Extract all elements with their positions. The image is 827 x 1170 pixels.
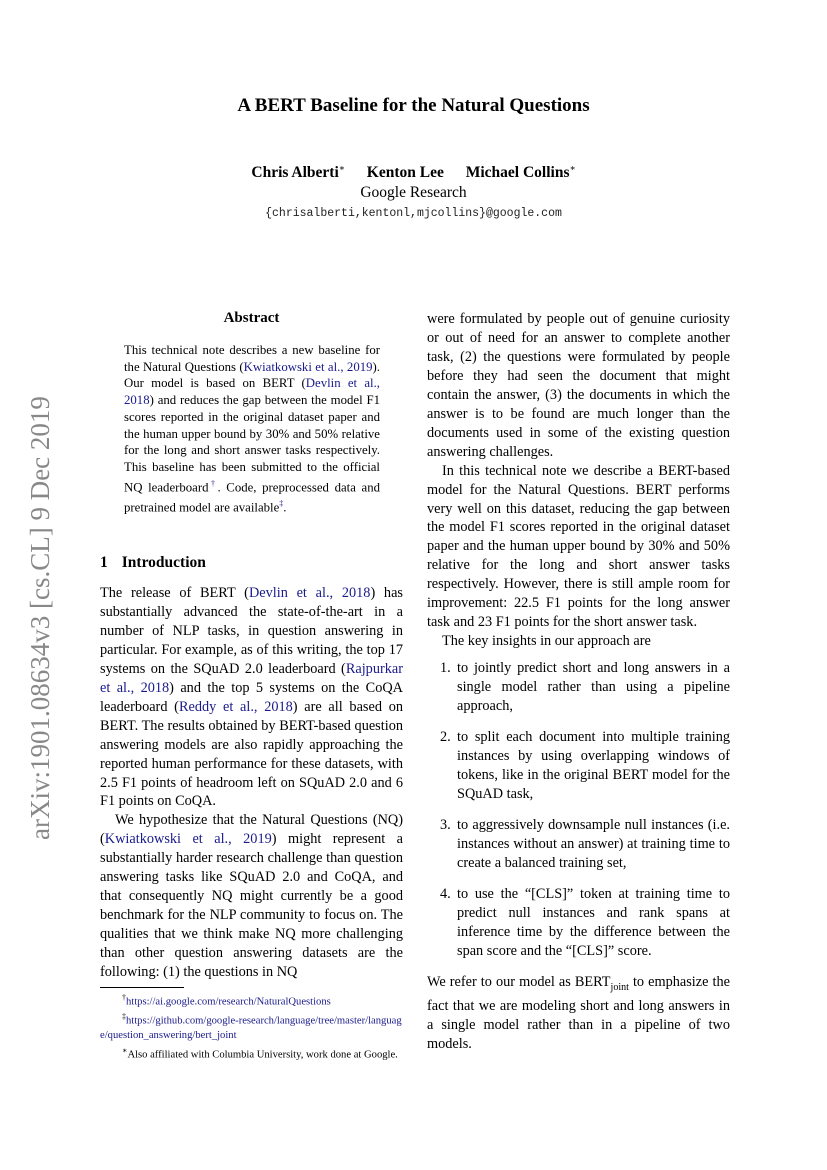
- abstract-body: This technical note describes a new baseline for the Natural Questions (Kwiatkowski et al., 2019). Our model is based on BERT (Devlin et al., 2018) and reduces the gap between the model F1 scores reported in the original dataset paper and the human upper bound by 30% and 50% relative for the long and short answer tasks respectively. This baseline has been submitted to the official NQ leaderboard†. Code, preprocessed data and pretrained model are available‡.: [124, 343, 381, 514]
- insights-list: [427, 659, 730, 960]
- list-item: 2. to split each document into multiple training instances by using overlapping windows of tokens, like in the original BERT model for the SQuAD task,: [440, 729, 730, 802]
- abstract-heading: Abstract: [223, 310, 280, 326]
- footnote: ∗Also affiliated with Columbia University, work done at Google.: [122, 1045, 398, 1061]
- author: Chris Alberti∗: [251, 163, 345, 182]
- footnote-ref[interactable]: ‡: [279, 498, 284, 508]
- author: Michael Collins∗: [465, 163, 576, 182]
- paragraph: In this technical note we describe a BERT-based model for the Natural Questions. BERT performs very well on this dataset, reducing the gap between the model F1 scores reported in the original dataset paper and the human upper bound by 30% and 50% relative for the long and short answer tasks respectively. However, there is still ample room for improvement: 22.5 F1 points for the long answer task and 23 F1 points for the short answer task.: [427, 462, 730, 631]
- footnote-ref[interactable]: †: [208, 478, 218, 488]
- paragraph: We hypothesize that the Natural Questions (NQ) (Kwiatkowski et al., 2019) might represent a substantially harder research challenge than question answering tasks like SQuAD 2.0 and CoQA, and that consequently NQ might currently be a good benchmark for the NLP community to focus on. The qualities that we think make NQ more challenging than other question answering datasets are the following: (1) the questions in NQ: [100, 812, 403, 981]
- footnote: ‡https://github.com/google-research/language/tree/master/language/question_answering/bert_joint: [100, 1012, 402, 1042]
- paragraph: The release of BERT (Devlin et al., 2018) has substantially advanced the state-of-the-art in a number of NLP tasks, in question answering in particular. For example, as of this writing, the top 17 systems on the SQuAD 2.0 leaderboard (Rajpurkar et al., 2018) and the top 5 systems on the CoQA leaderboard (Reddy et al., 2018) are all based on BERT. The results obtained by BERT-based question answering models are also rapidly approaching the reported human performance for these datasets, with 2.5 F1 points of headroom left on SQuAD 2.0 and 6 F1 points on CoQA.: [100, 585, 403, 810]
- footnote-rule: [100, 987, 184, 988]
- paragraph: The key insights in our approach are: [442, 633, 651, 650]
- author-emails: {chrisalberti,kentonl,mjcollins}@google.com: [265, 207, 562, 220]
- footnotes: [100, 991, 403, 1063]
- footnote-url[interactable]: https://ai.google.com/research/NaturalQuestions: [126, 996, 331, 1008]
- list-item: 4. to use the “[CLS]” token at training time to predict null instances and rank spans at inference time by the difference between the span score and the “[CLS]” score.: [440, 885, 730, 959]
- right-column: [427, 310, 730, 1054]
- paragraph: We refer to our model as $BERT_{joint}$ to emphasize the fact that we are modeling short and long answers in a single model rather than in a pipeline of two models.: [427, 973, 730, 1053]
- arxiv-identifier: arXiv:1901.08634v3 [cs.CL] 9 Dec 2019: [25, 396, 55, 840]
- left-column: [100, 584, 403, 982]
- footnote: †https://ai.google.com/research/NaturalQuestions: [122, 993, 331, 1008]
- list-item: 3. to aggressively downsample null instances (i.e. instances without an answer) at training time to create a balanced training set,: [440, 816, 730, 871]
- citation-link[interactable]: Devlin et al., 2018: [248, 585, 371, 601]
- citation-link[interactable]: Rajpurkar et al., 2018: [100, 660, 403, 696]
- section-heading: 1 Introduction: [100, 554, 206, 571]
- author: Kenton Lee: [366, 164, 444, 182]
- author-list: [0, 163, 827, 182]
- citation-link[interactable]: Reddy et al., 2018: [178, 698, 293, 715]
- footnote-url[interactable]: https://github.com/google-research/language/tree/master/language/question_answering/bert_joint: [100, 1015, 402, 1042]
- citation-link[interactable]: Kwiatkowski et al., 2019: [104, 831, 272, 848]
- paragraph: were formulated by people out of genuine curiosity or out of need for an answer to complete another task, (2) the questions were formulated by people before they had seen the document that might contain the answer, (3) the documents in which the answer is to be found are much longer than the documents used in some of the existing question answering challenges.: [427, 311, 730, 460]
- citation-link[interactable]: Devlin et al., 2018: [124, 376, 380, 408]
- list-item: 1. to jointly predict short and long answers in a single model rather than using a pipeline approach,: [440, 660, 730, 715]
- affiliation: Google Research: [360, 184, 467, 201]
- citation-link[interactable]: Kwiatkowski et al., 2019: [243, 359, 373, 374]
- paper-title: A BERT Baseline for the Natural Questions: [237, 95, 590, 116]
